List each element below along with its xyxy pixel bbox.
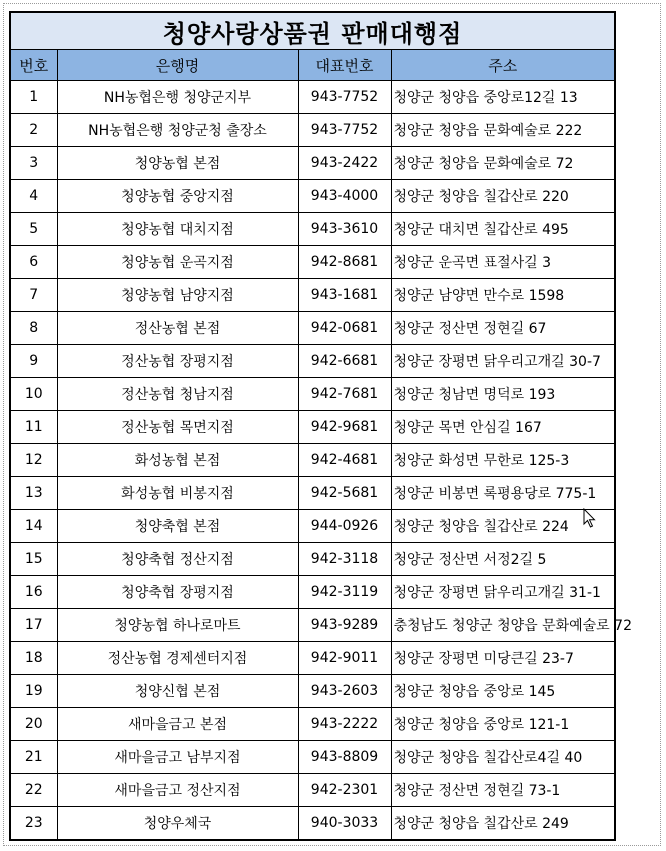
row-address: 청양군 청양읍 문화예술로 72 <box>391 147 614 180</box>
row-number: 3 <box>11 147 57 180</box>
row-phone: 943-9289 <box>298 609 391 642</box>
row-phone: 942-3119 <box>298 576 391 609</box>
row-address: 청양군 대치면 칠갑산로 495 <box>391 213 614 246</box>
row-phone: 942-0681 <box>298 312 391 345</box>
mouse-pointer-icon <box>583 508 597 528</box>
table-row <box>11 708 614 741</box>
row-phone: 942-9681 <box>298 411 391 444</box>
vendor-table <box>11 50 632 839</box>
row-number: 14 <box>11 510 57 543</box>
row-phone: 942-4681 <box>298 444 391 477</box>
row-address: 청양군 청양읍 칠갑산로 220 <box>391 180 614 213</box>
row-number: 21 <box>11 741 57 774</box>
row-address: 청양군 비봉면 록평용당로 775-1 <box>391 477 614 510</box>
row-number: 13 <box>11 477 57 510</box>
row-address: 청양군 남양면 만수로 1598 <box>391 279 614 312</box>
row-address: 청양군 정산면 서정2길 5 <box>391 543 614 576</box>
table-row <box>11 741 614 774</box>
table-row <box>11 411 614 444</box>
header-tel: 대표번호 <box>298 50 391 81</box>
row-phone: 943-8809 <box>298 741 391 774</box>
row-address: 청양군 청양읍 칠갑산로 224 <box>391 510 614 543</box>
row-number: 20 <box>11 708 57 741</box>
row-phone: 943-7752 <box>298 114 391 147</box>
row-bank-name: 정산농협 본점 <box>57 312 298 345</box>
row-bank-name: 정산농협 청남지점 <box>57 378 298 411</box>
row-phone: 942-3118 <box>298 543 391 576</box>
row-number: 10 <box>11 378 57 411</box>
table-row <box>11 807 614 840</box>
row-bank-name: 청양농협 대치지점 <box>57 213 298 246</box>
row-number: 17 <box>11 609 57 642</box>
header-no: 번호 <box>11 50 57 81</box>
row-phone: 943-3610 <box>298 213 391 246</box>
table-header-row <box>11 50 614 81</box>
row-bank-name: 청양농협 남양지점 <box>57 279 298 312</box>
row-bank-name: 청양농협 중앙지점 <box>57 180 298 213</box>
row-phone: 943-7752 <box>298 81 391 114</box>
table-row <box>11 81 614 114</box>
header-bank: 은행명 <box>57 50 298 81</box>
row-bank-name: 청양농협 하나로마트 <box>57 609 298 642</box>
table-row <box>11 213 614 246</box>
table-row <box>11 180 614 213</box>
row-phone: 942-2301 <box>298 774 391 807</box>
row-number: 19 <box>11 675 57 708</box>
row-address: 청양군 화성면 무한로 125-3 <box>391 444 614 477</box>
row-bank-name: NH농협은행 청양군청 출장소 <box>57 114 298 147</box>
row-number: 7 <box>11 279 57 312</box>
row-number: 15 <box>11 543 57 576</box>
row-bank-name: 청양축협 정산지점 <box>57 543 298 576</box>
row-phone: 943-2422 <box>298 147 391 180</box>
row-number: 6 <box>11 246 57 279</box>
row-bank-name: 정산농협 경제센터지점 <box>57 642 298 675</box>
row-address: 청양군 운곡면 표절사길 3 <box>391 246 614 279</box>
table-row <box>11 510 614 543</box>
row-phone: 943-1681 <box>298 279 391 312</box>
row-address: 청양군 장평면 미당큰길 23-7 <box>391 642 614 675</box>
row-phone: 943-4000 <box>298 180 391 213</box>
row-bank-name: 새마을금고 본점 <box>57 708 298 741</box>
row-address: 청양군 청양읍 중앙로12길 13 <box>391 81 614 114</box>
row-number: 4 <box>11 180 57 213</box>
table-row <box>11 114 614 147</box>
table-row <box>11 444 614 477</box>
vendor-sheet <box>9 11 632 841</box>
row-number: 23 <box>11 807 57 840</box>
row-address: 청양군 정산면 정현길 73-1 <box>391 774 614 807</box>
page-title: 청양사랑상품권 판매대행점 <box>11 13 614 50</box>
table-row <box>11 477 614 510</box>
row-phone: 942-6681 <box>298 345 391 378</box>
table-row <box>11 642 614 675</box>
row-address: 청양군 청남면 명덕로 193 <box>391 378 614 411</box>
row-bank-name: 청양농협 운곡지점 <box>57 246 298 279</box>
row-bank-name: 청양농협 본점 <box>57 147 298 180</box>
row-address: 청양군 정산면 정현길 67 <box>391 312 614 345</box>
row-bank-name: 청양신협 본점 <box>57 675 298 708</box>
row-phone: 942-5681 <box>298 477 391 510</box>
row-number: 9 <box>11 345 57 378</box>
row-phone: 943-2603 <box>298 675 391 708</box>
row-phone: 943-2222 <box>298 708 391 741</box>
row-bank-name: 청양축협 장평지점 <box>57 576 298 609</box>
row-number: 22 <box>11 774 57 807</box>
row-number: 18 <box>11 642 57 675</box>
row-phone: 940-3033 <box>298 807 391 840</box>
table-row <box>11 576 614 609</box>
row-number: 12 <box>11 444 57 477</box>
row-address: 청양군 청양읍 문화예술로 222 <box>391 114 614 147</box>
row-address: 충청남도 청양군 청양읍 문화예술로 72 <box>391 609 614 642</box>
row-bank-name: NH농협은행 청양군지부 <box>57 81 298 114</box>
header-addr: 주소 <box>391 50 614 81</box>
row-phone: 942-9011 <box>298 642 391 675</box>
table-row <box>11 609 614 642</box>
table-row <box>11 774 614 807</box>
row-address: 청양군 장평면 닭우리고개길 30-7 <box>391 345 614 378</box>
row-address: 청양군 청양읍 칠갑산로 249 <box>391 807 614 840</box>
row-phone: 942-8681 <box>298 246 391 279</box>
row-number: 16 <box>11 576 57 609</box>
table-row <box>11 378 614 411</box>
row-number: 5 <box>11 213 57 246</box>
row-phone: 944-0926 <box>298 510 391 543</box>
table-row <box>11 345 614 378</box>
table-row <box>11 543 614 576</box>
table-row <box>11 147 614 180</box>
row-bank-name: 정산농협 목면지점 <box>57 411 298 444</box>
row-number: 1 <box>11 81 57 114</box>
row-address: 청양군 청양읍 중앙로 145 <box>391 675 614 708</box>
table-row <box>11 312 614 345</box>
row-number: 2 <box>11 114 57 147</box>
table-row <box>11 675 614 708</box>
row-number: 8 <box>11 312 57 345</box>
row-address: 청양군 청양읍 중앙로 121-1 <box>391 708 614 741</box>
row-bank-name: 화성농협 비봉지점 <box>57 477 298 510</box>
row-phone: 942-7681 <box>298 378 391 411</box>
row-bank-name: 화성농협 본점 <box>57 444 298 477</box>
row-address: 청양군 청양읍 칠갑산로4길 40 <box>391 741 614 774</box>
table-row <box>11 279 614 312</box>
table-row <box>11 246 614 279</box>
row-bank-name: 정산농협 장평지점 <box>57 345 298 378</box>
row-bank-name: 청양우체국 <box>57 807 298 840</box>
row-bank-name: 청양축협 본점 <box>57 510 298 543</box>
row-address: 청양군 목면 안심길 167 <box>391 411 614 444</box>
row-address: 청양군 장평면 닭우리고개길 31-1 <box>391 576 614 609</box>
row-bank-name: 새마을금고 정산지점 <box>57 774 298 807</box>
row-number: 11 <box>11 411 57 444</box>
row-bank-name: 새마을금고 남부지점 <box>57 741 298 774</box>
